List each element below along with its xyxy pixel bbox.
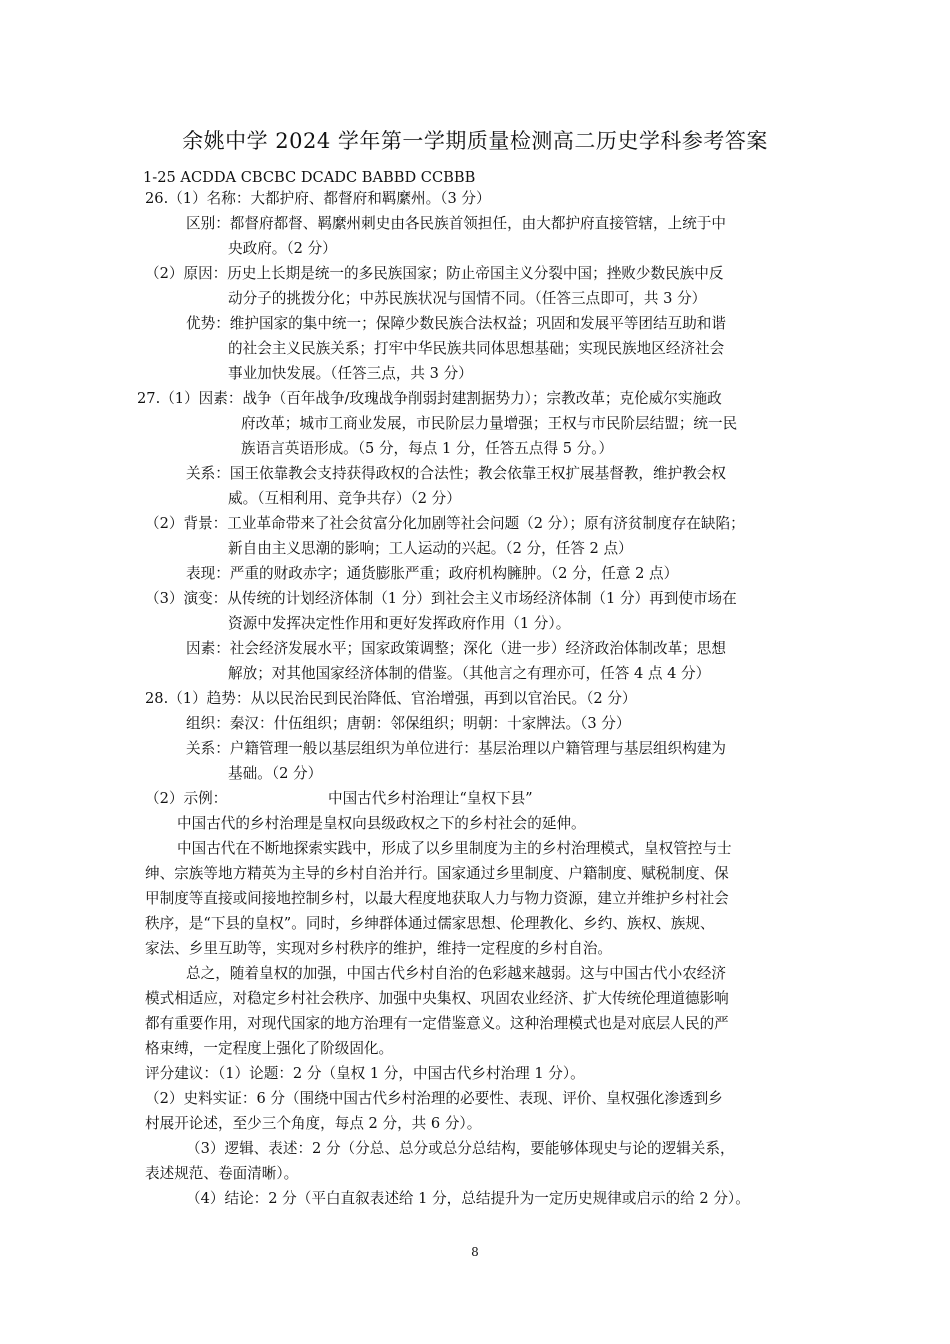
page-title: 余姚中学 2024 学年第一学期质量检测高二历史学科参考答案 <box>182 129 768 153</box>
answer-line: 都有重要作用，对现代国家的地方治理有一定借鉴意义。这种治理模式也是对底层人民的严 <box>145 1015 729 1032</box>
answer-line: 模式相适应，对稳定乡村社会秩序、加强中央集权、巩固农业经济、扩大传统伦理道德影响 <box>145 990 729 1007</box>
answer-line: 新自由主义思潮的影响；工人运动的兴起。（2 分，任答 2 点） <box>228 540 633 557</box>
answer-line: 秩序，是“下县的皇权”。同时，乡绅群体通过儒家思想、伦理教化、乡约、族权、族规、 <box>145 915 715 932</box>
answer-line: 关系：国王依靠教会支持获得政权的合法性；教会依靠王权扩展基督教，维护教会权 <box>186 465 726 482</box>
answer-line: 事业加快发展。（任答三点，共 3 分） <box>228 365 473 382</box>
answer-line: 绅、宗族等地方精英为主导的乡村自治并行。国家通过乡里制度、户籍制度、赋税制度、保 <box>145 865 729 882</box>
answer-line: 总之，随着皇权的加强，中国古代乡村自治的色彩越来越弱。这与中国古代小农经济 <box>186 965 726 982</box>
answer-line: （2）示例： <box>145 790 228 807</box>
answer-line: （2）原因：历史上长期是统一的多民族国家；防止帝国主义分裂中国；挫败少数民族中反 <box>145 265 724 282</box>
answer-line: 优势：维护国家的集中统一；保障少数民族合法权益；巩固和发展平等团结互助和谐 <box>186 315 726 332</box>
answer-line: 区别：都督府都督、羁縻州刺史由各民族首领担任，由大都护府直接管辖，上统于中 <box>186 215 726 232</box>
answer-line: 央政府。（2 分） <box>228 240 337 257</box>
answer-line: （2）背景：工业革命带来了社会贫富分化加剧等社会问题（2 分）；原有济贫制度存在缺陷； <box>145 515 745 532</box>
answer-line: 格束缚，一定程度上强化了阶级固化。 <box>145 1040 394 1057</box>
answer-line: 因素：社会经济发展水平；国家政策调整；深化（进一步）经济政治体制改革；思想 <box>186 640 726 657</box>
answer-line: 的社会主义民族关系；打牢中华民族共同体思想基础；实现民族地区经济社会 <box>228 340 725 357</box>
page-number: 8 <box>471 1245 479 1259</box>
answer-line: 府改革；城市工商业发展，市民阶层力量增强；王权与市民阶层结盟；统一民 <box>241 415 738 432</box>
answer-line: （2）史料实证：6 分（围绕中国古代乡村治理的必要性、表现、评价、皇权强化渗透到乡 <box>145 1090 723 1107</box>
answer-line: 解放；对其他国家经济体制的借鉴。（其他言之有理亦可，任答 4 点 4 分） <box>228 665 711 682</box>
choice-answers: 1-25 ACDDA CBCBC DCADC BABBD CCBBB <box>143 169 476 186</box>
answer-line: 中国古代在不断地探索实践中，形成了以乡里制度为主的乡村治理模式，皇权管控与士 <box>177 840 732 857</box>
answer-line: 族语言英语形成。（5 分，每点 1 分，任答五点得 5 分。） <box>241 440 614 457</box>
answer-line: 评分建议：（1）论题：2 分（皇权 1 分，中国古代乡村治理 1 分）。 <box>145 1065 585 1082</box>
answer-line: 中国古代的乡村治理是皇权向县级政权之下的乡村社会的延伸。 <box>177 815 586 832</box>
answer-line: 关系：户籍管理一般以基层组织为单位进行：基层治理以户籍管理与基层组织构建为 <box>186 740 726 757</box>
answer-line: （4）结论：2 分（平白直叙表述给 1 分，总结提升为一定历史规律或启示的给 2 分）。 <box>186 1190 750 1207</box>
answer-line: 27.（1）因素：战争（百年战争/玫瑰战争削弱封建割据势力）；宗教改革；克伦威尔实施政 <box>137 390 722 407</box>
answer-line: 中国古代乡村治理让“皇权下县” <box>328 790 533 807</box>
answer-line: 28.（1）趋势：从以民治民到民治降低、官治增强，再到以官治民。（2 分） <box>145 690 637 707</box>
answer-line: 家法、乡里互助等，实现对乡村秩序的维护，维持一定程度的乡村自治。 <box>145 940 613 957</box>
answer-line: （3）演变：从传统的计划经济体制（1 分）到社会主义市场经济体制（1 分）再到使市场在 <box>145 590 737 607</box>
answer-line: 26.（1）名称：大都护府、都督府和羁縻州。（3 分） <box>145 190 491 207</box>
answer-line: 甲制度等直接或间接地控制乡村，以最大程度地获取人力与物力资源，建立并维护乡村社会 <box>145 890 729 907</box>
answer-line: 威。（互相利用、竞争共存）（2 分） <box>228 490 461 507</box>
answer-line: 资源中发挥决定性作用和更好发挥政府作用（1 分）。 <box>228 615 571 632</box>
answer-line: 表述规范、卷面清晰）。 <box>145 1165 299 1182</box>
answer-line: 村展开论述，至少三个角度，每点 2 分，共 6 分）。 <box>145 1115 482 1132</box>
answer-line: （3）逻辑、表述：2 分（分总、总分或总分总结构，要能够体现史与论的逻辑关系， <box>186 1140 735 1157</box>
answer-line: 基础。（2 分） <box>228 765 323 782</box>
answer-line: 动分子的挑拨分化；中苏民族状况与国情不同。（任答三点即可，共 3 分） <box>228 290 707 307</box>
answer-line: 组织：秦汉：什伍组织；唐朝：邻保组织；明朝：十家牌法。（3 分） <box>186 715 631 732</box>
answer-line: 表现：严重的财政赤字；通货膨胀严重；政府机构臃肿。（2 分，任意 2 点） <box>186 565 679 582</box>
